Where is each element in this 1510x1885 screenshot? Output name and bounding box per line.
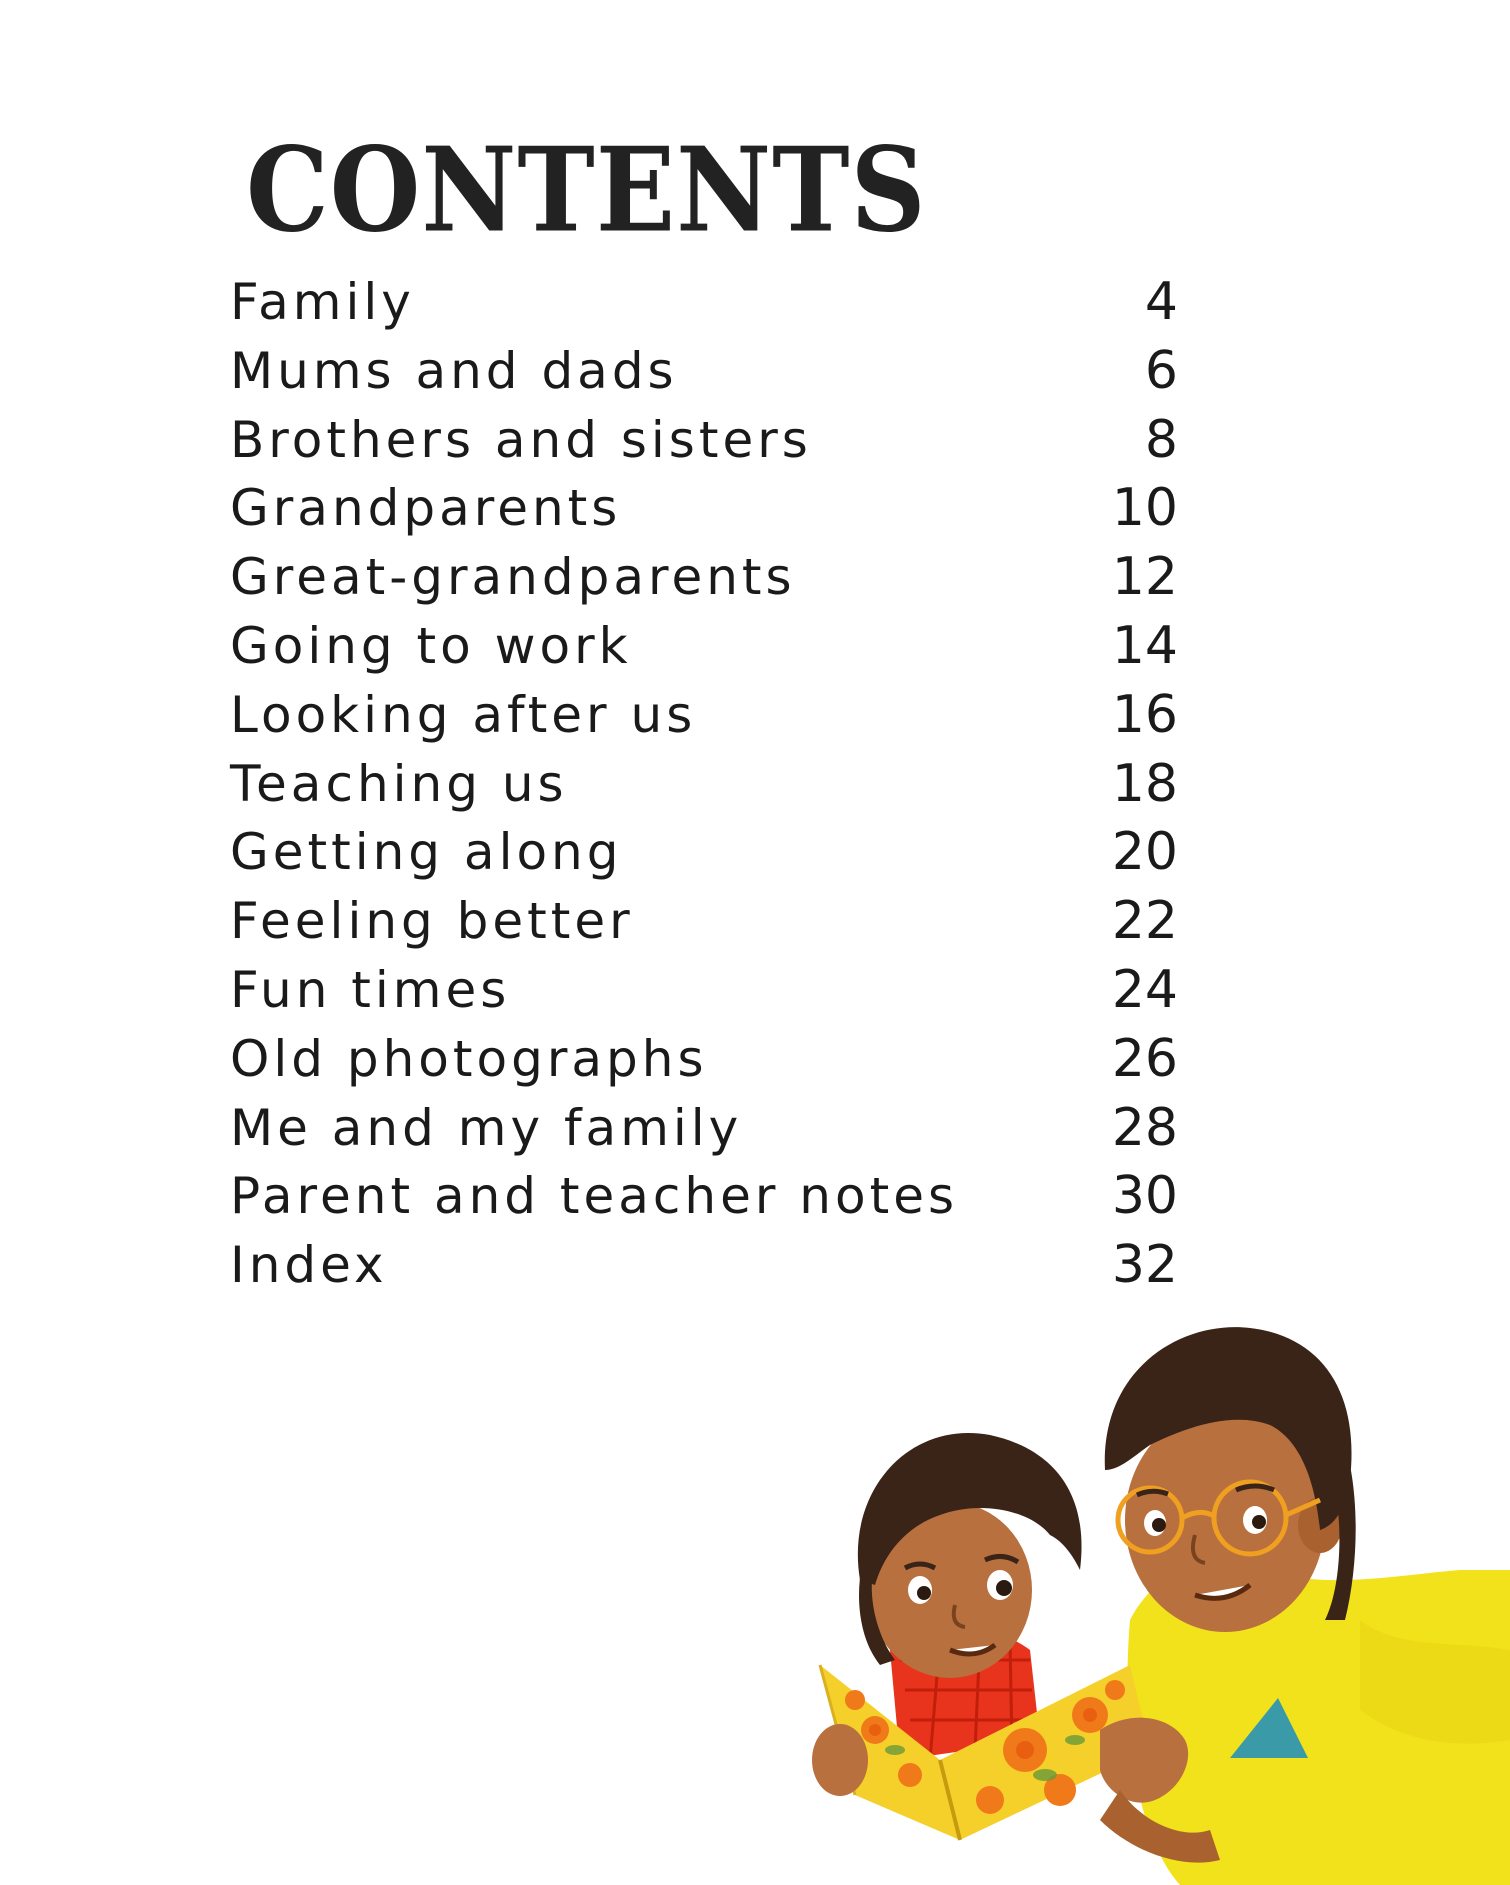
toc-entry[interactable] — [230, 474, 1190, 543]
page-title: CONTENTS — [246, 120, 927, 259]
toc-entry[interactable] — [230, 818, 1190, 887]
toc-entry-label: Grandparents — [230, 479, 622, 538]
toc-entry-label: Parent and teacher notes — [230, 1167, 959, 1226]
toc-entry-label: Looking after us — [230, 685, 697, 744]
toc-entry-page: 16 — [1111, 684, 1178, 745]
toc-entry-page: 32 — [1111, 1235, 1178, 1296]
toc-entry-label: Getting along — [230, 823, 623, 882]
toc-entry-page: 12 — [1111, 547, 1178, 608]
toc-entry-page: 6 — [1144, 340, 1178, 401]
toc-entry-label: Feeling better — [230, 892, 634, 951]
toc-entry[interactable] — [230, 750, 1190, 819]
table-of-contents — [230, 268, 1190, 1300]
toc-entry-page: 24 — [1111, 959, 1178, 1020]
toc-entry[interactable] — [230, 612, 1190, 681]
family-reading-illustration — [800, 1320, 1510, 1885]
toc-entry[interactable] — [230, 406, 1190, 475]
toc-entry-page: 28 — [1111, 1097, 1178, 1158]
toc-entry[interactable] — [230, 681, 1190, 750]
toc-entry[interactable] — [230, 956, 1190, 1025]
toc-entry-label: Old photographs — [230, 1029, 708, 1088]
toc-entry-label: Going to work — [230, 616, 632, 675]
toc-entry-label: Mums and dads — [230, 341, 678, 400]
toc-entry-page: 18 — [1111, 753, 1178, 814]
toc-entry-page: 8 — [1144, 409, 1178, 470]
toc-entry-label: Teaching us — [230, 754, 568, 813]
toc-entry-label: Index — [230, 1236, 388, 1295]
toc-entry[interactable] — [230, 268, 1190, 337]
toc-entry-label: Family — [230, 273, 415, 331]
toc-entry[interactable] — [230, 887, 1190, 956]
toc-entry[interactable] — [230, 1025, 1190, 1094]
toc-entry[interactable] — [230, 543, 1190, 612]
toc-entry-label: Fun times — [230, 960, 511, 1019]
toc-entry-label: Brothers and sisters — [230, 410, 812, 469]
toc-entry-label: Me and my family — [230, 1098, 743, 1157]
toc-entry-page: 22 — [1111, 891, 1178, 952]
toc-entry[interactable] — [230, 1231, 1190, 1300]
toc-entry-page: 4 — [1144, 272, 1178, 332]
toc-entry-label: Great-grandparents — [230, 548, 796, 607]
toc-entry-page: 20 — [1111, 822, 1178, 883]
toc-entry[interactable] — [230, 1162, 1190, 1231]
toc-entry-page: 26 — [1111, 1028, 1178, 1089]
toc-entry-page: 14 — [1111, 615, 1178, 676]
toc-entry-page: 30 — [1111, 1166, 1178, 1227]
toc-entry-page: 10 — [1111, 478, 1178, 539]
toc-entry[interactable] — [230, 337, 1190, 406]
toc-entry[interactable] — [230, 1094, 1190, 1163]
